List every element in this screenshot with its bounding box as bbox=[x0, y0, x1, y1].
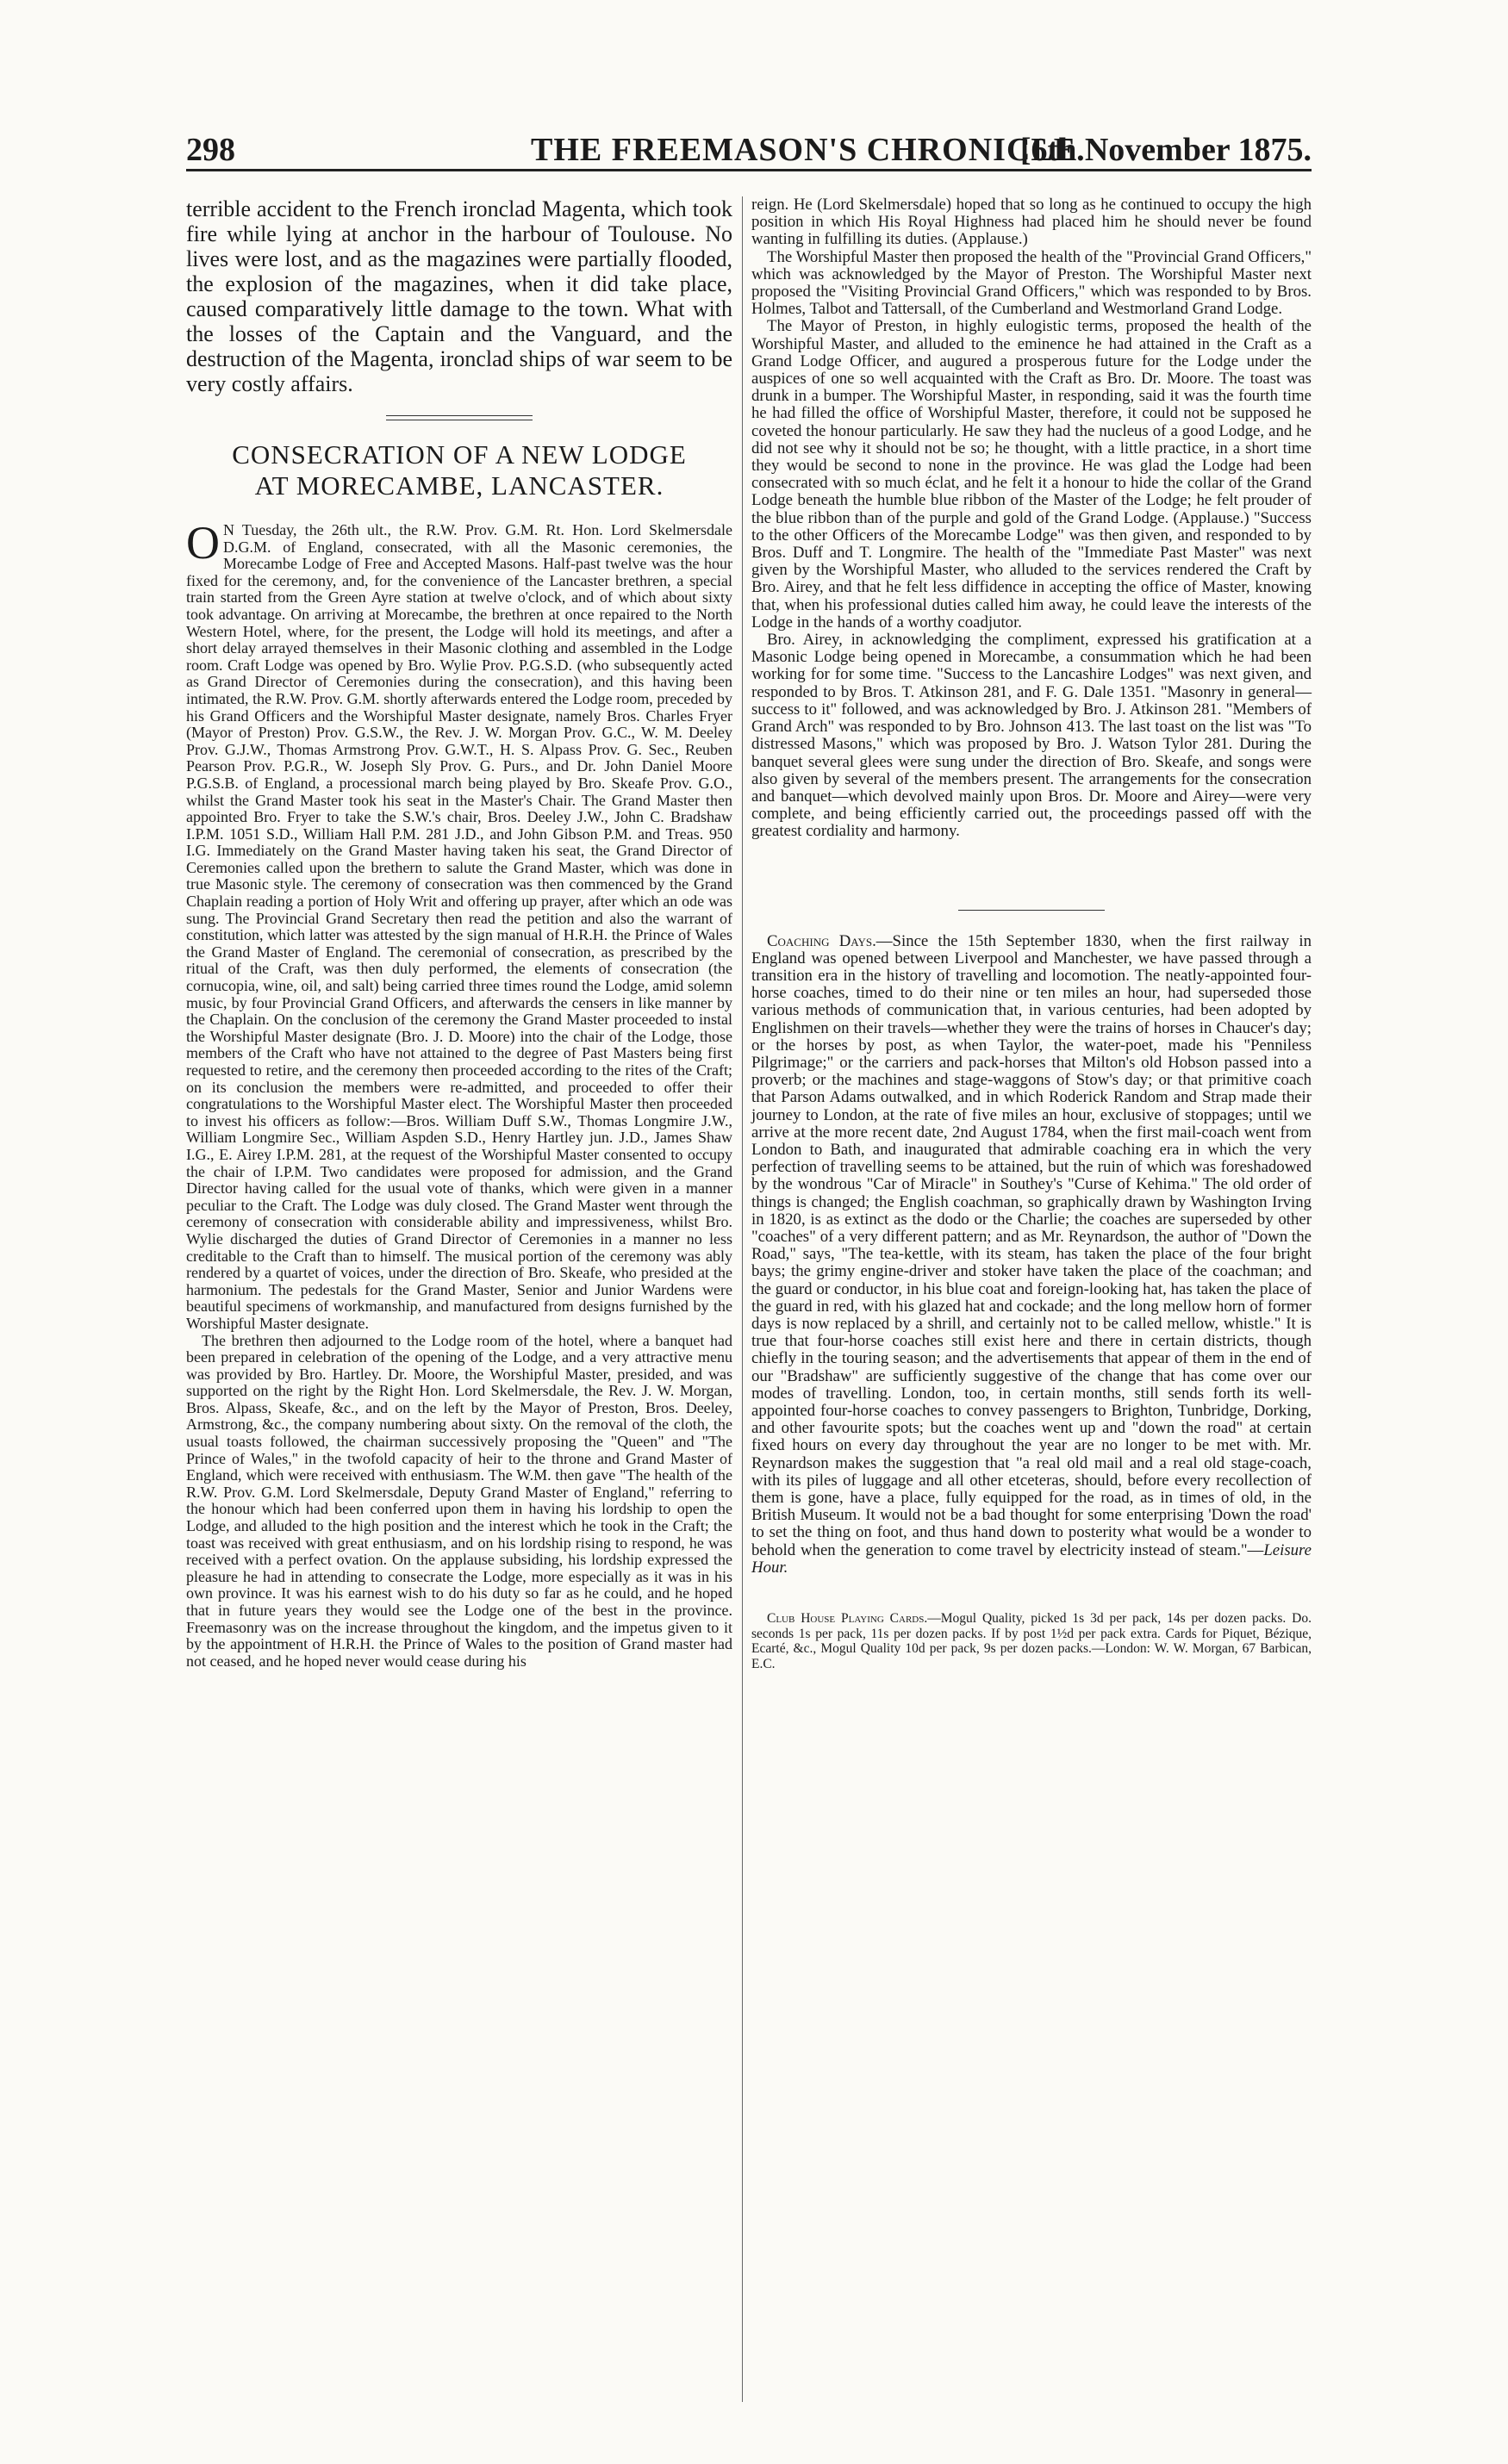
article-heading bbox=[186, 439, 732, 501]
article-paragraph: Bro. Airey, in acknowledging the compliment, expressed his gratification at a Masonic Lodge being opened in Morecambe, a consummation which he had been working for for some time. "Success to the Lancashire Lodges" was next given, and responded to by Bros. T. Atkinson 281, and F. G. Dale 1351. "Masonry in general—success to it" followed, and was acknowledged by Bro. J. Atkinson 281. "Members of Grand Arch" was responded to by Bro. Johnson 413. The last toast on the list was "To distressed Masons," which was proposed by Bro. J. Watson Tylor 281. During the banquet several glees were sung under the direction of Bro. Skeafe, and songs were also given by several of the members present. The arrangements for the consecration and banquet—which devolved mainly upon Bros. Dr. Moore and Airey—were very complete, and being efficiently carried out, the proceedings passed off with the greatest cordiality and harmony. bbox=[751, 631, 1312, 841]
article-paragraph: The Worshipful Master then proposed the health of the "Provincial Grand Officers," which was acknowledged by the Mayor of Preston. The Worshipful Master next proposed the "Visiting Provincial Grand Officers," which was responded to by Bros. Holmes, Talbot and Tattersall, of the Cumberland and Westmorland Grand Lodge. bbox=[751, 247, 1312, 319]
section-divider bbox=[386, 415, 533, 416]
coaching-days-source: Leisure Hour. bbox=[751, 1540, 1312, 1577]
publication-title: THE FREEMASON'S CHRONICLE. bbox=[531, 132, 1086, 168]
page-header bbox=[186, 129, 1312, 171]
heading-line-1: CONSECRATION OF A NEW LODGE bbox=[232, 439, 687, 470]
article-paragraph: reign. He (Lord Skelmersdale) hoped that so long as he continued to occupy the high position in which His Royal Highness had placed him he should never be found wanting in fulfilling its duties. (Applause.) bbox=[751, 196, 1312, 249]
heading-line-2: AT MORECAMBE, LANCASTER. bbox=[254, 470, 664, 501]
article-paragraph: The brethren then adjourned to the Lodge room of the hotel, where a banquet had been prepared in celebration of the opening of the Lodge, and a very attractive menu was provided by Bro. Hartley. Dr. Moore, the Worshipful Master, presided, and was supported on the right by the Right Hon. Lord Skelmersdale, the Rev. J. W. Morgan, Bros. Alpass, Skeafe, &c., and on the left by the Mayor of Preston, Bros. Deeley, Armstrong, &c., the company numbering about sixty. On the removal of the cloth, the usual toasts followed, the chairman successively proposing the "Queen" and "The Prince of Wales," in the twofold capacity of heir to the throne and Grand Master of England, which were received with enthusiasm. The W.M. then gave "The health of the R.W. Prov. G.M. Lord Skelmersdale, Deputy Grand Master of England," referring to the honour which had been conferred upon them in having his lordship to open the Lodge, and alluded to the high position and the interest which he took in the Craft; the toast was received with great enthusiasm, and on his lordship rising to respond, he was received with a perfect ovation. On the applause subsiding, his lordship expressed the pleasure he had in attending to consecrate the Lodge, more especially as it was in his own province. It was his earnest wish to do his duty so far as he could, and he hoped that in future years they would see the Lodge one of the best in the province. Freemasonry was on the increase throughout the kingdom, and the impetus given to it by the appointment of H.R.H. the Prince of Wales to the position of Grand master had not ceased, and he hoped never would cease during his bbox=[186, 1331, 732, 1670]
advert-label: Club House Playing Cards. bbox=[767, 1611, 928, 1627]
lead-paragraph: terrible accident to the French ironclad Magenta, which took fire while lying at anchor in the harbour of Toulouse. No lives were lost, and as the magazines were partially flooded, the explosion of the magazines, when it did take place, caused comparatively little damage to the town. What with the losses of the Captain and the Vanguard, and the destruction of the Magenta, ironclad ships of war seem to be very costly affairs. bbox=[186, 196, 732, 396]
section-divider bbox=[958, 910, 1105, 911]
coaching-days-text: —Since the 15th September 1830, when the first railway in England was opened between Liverpool and Manchester, we have passed through a transition era in the history of travelling and locomotion. The neatly-appointed four-horse coaches, timed to do their nine or ten miles an hour, had superseded those various methods of communication that, in various centuries, had been adopted by Englishmen on their travels—whether they were the trains of horses in Chaucer's day; or the horses by post, as when Taylor, the water-poet, made his "Penniless Pilgrimage;" or the carriers and pack-horses that Milton's old Hobson passed into a proverb; or the machines and stage-waggons of Stow's day; or that primitive coach that Parson Adams outwalked, and in which Roderick Random and Strap made their journey to London, at the rate of five miles an hour, exclusive of stoppages; until we arrive at the more recent date, 2nd August 1784, when the first mail-coach went from London to Bath, and inaugurated that admirable coaching era in which the very perfection of travelling seems to be attained, but the ruin of which was foreshadowed by the wondrous "Car of Miracle" in Southey's "Curse of Kehima." The old order of things is changed; the English coachman, so graphically drawn by Washington Irving in 1820, is as extinct as the dodo or the Charlie; the coaches are superseded by other "coaches" of a very different pattern; and as Mr. Reynardson, the author of "Down the Road," says, "The tea-kettle, with its steam, has taken the place of the four bright bays; the grimy engine-driver and stoker have taken the place of the coachman; and the guard or conductor, in his blue coat and foreign-looking hat, has taken the place of the guard in red, with his glazed hat and cockade; and the long mellow horn of former days is now replaced by a shrill, and certainly not to be called mellow, whistle." It is true that four-horse coaches still exist here and there in certain districts, though chiefly in the touring season; and the advertisements that appear of them in the end of our "Bradshaw" are sufficiently suggestive of the change that has come over our modes of travelling. London, too, in certain months, still sends forth its well-appointed four-horse coaches to convey passengers to Brighton, Tunbridge, Dorking, and other favourite spots; but the coaches went up and "down the road" at certain fixed hours on every day throughout the year are no longer to be met with. Mr. Reynardson makes the suggestion that "a real old mail and a real old stage-coach, with its piles of luggage and all other etceteras, should, before every recollection of them is gone, have a place, fully equipped for the road, as in times of old, in the British Museum. It would not be a bad thought for some enterprising 'Down the road' to set the thing on foot, and thus hand down to posterity what would be a wonder to behold when the generation to come travel by electricity instead of steam."— bbox=[751, 931, 1312, 1559]
right-column bbox=[751, 196, 1312, 1671]
article-paragraph: The Mayor of Preston, in highly eulogistic terms, proposed the health of the Worshipful Master, and alluded to the eminence he had attained in the Craft as a Grand Lodge Officer, and augured a prosperous future for the Lodge under the auspices of one so well acquainted with the Craft as Bro. Dr. Moore. The toast was drunk in a bumper. The Worshipful Master, in responding, said it was the fourth time he had filled the office of Worshipful Master, therefore, it could not be supposed he coveted the honour particularly. He saw they had the nucleus of a good Lodge, and he did not see why it should not be so; he thought, with a little practice, in a short time they would be second to none in the province. He was glad the Lodge had been consecrated with so much éclat, and he felt it a honour to hide the collar of the Grand Lodge beneath the humble blue ribbon of the Master of the Lodge; he felt prouder of the blue ribbon than of the purple and gold of the Grand Lodge. (Applause.) "Success to the other Officers of the Morecambe Lodge" was then given, and responded to by Bros. Duff and T. Longmire. The health of the "Immediate Past Master" was next given by the Worshipful Master, who alluded to the services rendered the Craft by Bro. Airey, and that he felt less diffidence in accepting the office of Master, knowing that, when his professional duties called him away, he could leave the interests of the Lodge in the hands of a worthy coadjutor. bbox=[751, 317, 1312, 632]
drop-cap: O bbox=[186, 517, 220, 569]
article-paragraph-text: N Tuesday, the 26th ult., the R.W. Prov. G.M. Rt. Hon. Lord Skelmersdale D.G.M. of England, consecrated, with all the Masonic ceremonies, the Morecambe Lodge of Free and Accepted Masons. Half-past twelve was the hour fixed for the ceremony, and, for the convenience of the Lancaster brethren, a special train started from the Green Ayre station at twelve o'clock, and of which about sixty took advantage. On arriving at Morecambe, the brethren at once repaired to the North Western Hotel, where, for the present, the Lodge will hold its meetings, and after a short delay arrayed themselves in their Masonic clothing and assembled in the Lodge room. Craft Lodge was opened by Bro. Wylie Prov. P.G.S.D. (who subsequently acted as Grand Director of Ceremonies during the consecration), and this having been intimated, the R.W. Prov. G.M. shortly afterwards entered the Lodge room, preceded by his Grand Officers and the Worshipful Master designate, namely Bros. Charles Fryer (Mayor of Preston) Prov. G.S.W., the Rev. J. W. Morgan Prov. G.C., W. M. Deeley Prov. G.J.W., Thomas Armstrong Prov. G.W.T., H. S. Alpass Prov. G. Sec., Reuben Pearson Prov. P.G.R., W. Joseph Sly Prov. G. Purs., and Dr. John Daniel Moore P.G.S.B. of England, a processional march being played by Bro. Skeafe Prov. G.O., whilst the Grand Master took his seat in the Master's Chair. The Grand Master then appointed Bro. Fryer to take the S.W.'s chair, Bros. Deeley J.W., John C. Bradshaw I.P.M. 1051 S.D., William Hall P.M. 281 J.D., and John Gibson P.M. and Treas. 950 I.G. Immediately on the Grand Master having taken his seat, the Grand Director of Ceremonies called upon the brethern to salute the Grand Master, which was done in true Masonic style. The ceremony of consecration was then commenced by the Grand Chaplain reading a portion of Holy Writ and offering up prayer, after which an ode was sung. The Provincial Grand Secretary then read the petition and also the warrant of constitution, which latter was attested by the sign manual of H.R.H. the Prince of Wales the Grand Master of England. The ceremonial of consecration, as prescribed by the ritual of the Craft, was then duly performed, the elements of consecration (the cornucopia, wine, oil, and salt) being carried three times round the Lodge, amid solemn music, by four Provincial Grand Officers, and afterwards the censers in like manner by the Chaplain. On the conclusion of the ceremony the Grand Master proceeded to instal the Worshipful Master designate (Bro. J. D. Moore) into the chair of the Lodge, those members of the Craft who have not attained to the degree of Past Masters being first requested to retire, and the ceremony then proceeded according to the rites of the Craft; on its conclusion the members were re-admitted, and proceeded to offer their congratulations to the Worshipful Master elect. The Worshipful Master then proceeded to invest his officers as follow:—Bros. William Duff S.W., Thomas Longmire J.W., William Longmire Sec., William Aspden S.D., Henry Hartley jun. J.D., James Shaw I.G., E. Airey I.P.M. 281, at the request of the Worshipful Master consented to occupy the chair of I.P.M. Two candidates were proposed for admission, and the Grand Director having called for the usual vote of thanks, which were given in a manner peculiar to the Craft. The Lodge was duly closed. The Grand Master went through the ceremony of consecration with considerable ability and impressiveness, whilst Bro. Wylie discharged the duties of Grand Director of Ceremonies in a manner no less creditable to the Craft than to himself. The musical portion of the ceremony was ably rendered by a quartet of voices, under the direction of Bro. Skeafe, who presided at the harmonium. The pedestals for the Grand Master, Senior and Junior Wardens were beautiful specimens of workmanship, and manufactured from designs furnished by the Worshipful Master designate. bbox=[186, 521, 732, 1332]
advert-text: —Mogul Quality, picked 1s 3d per pack, 14s per dozen packs. Do. seconds 1s per pack, 11s per dozen packs. If by post 1½d per pack extra. Cards for Piquet, Bézique, Ecarté, &c., Mogul Quality 10d per pack, 9s per dozen packs.—London: W. W. Morgan, 67 Barbican, E.C. bbox=[751, 1611, 1312, 1671]
article-paragraph bbox=[186, 517, 732, 1333]
issue-date: [6th November 1875. bbox=[1019, 132, 1312, 168]
left-column bbox=[186, 196, 732, 1670]
advertisement bbox=[751, 1611, 1312, 1671]
coaching-days-paragraph bbox=[751, 933, 1312, 1577]
column-rule bbox=[742, 196, 743, 2402]
page-number: 298 bbox=[186, 132, 235, 168]
coaching-days-label: Coaching Days. bbox=[767, 931, 876, 950]
